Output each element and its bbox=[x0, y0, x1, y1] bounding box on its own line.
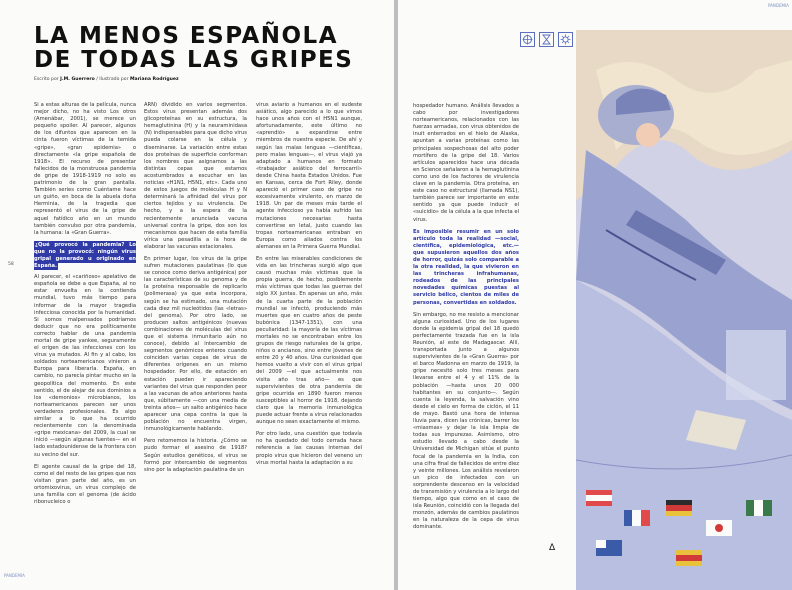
author-name: J.M. Guerrero bbox=[60, 77, 95, 82]
paragraph: hospedador humano. Análisis llevados a cabo por investigadores norteamericanos, relacionados con las fuerzas armadas, con virus obtenidos de inuit enterrados en el hielo de Alaska, apuntan a varias proteínas como las principales sospechosas del alto poder mortífero de la gripe del 18. Varios artículos aparecidos hace una década en Science señalaron a la hemaglutinina como uno de los factores de virulencia clave en la pandemia. Otra proteína, en este caso no estructural (llamada NS1), también parece ser importante en este sentido ya que puede inducir el «suicidio» de la célula a la que infecta el virus. bbox=[413, 103, 519, 223]
byline-prefix: Escrito por bbox=[34, 77, 59, 82]
text-column-3 bbox=[256, 102, 362, 472]
target-icon bbox=[520, 32, 535, 47]
byline-separator: / Ilustrado por bbox=[96, 77, 129, 82]
end-of-article-mark: Δ bbox=[549, 543, 556, 553]
paragraph: virus aviario a humanos en el sudeste asiático, algo parecido a lo que vimos hace unos años con el H5N1 aunque, afortunadamente, este último no «aprendió» a expandirse entre miembros de nuestra especie. De ahí y según las malas lenguas —científicas, pero malas lenguas—, el virus viajó ya adaptado a humanos en formato «trabajador asiático del ferrocarril» desde China hasta Estados Unidos. Fue en Kansas, cerca de Fort Riley, donde apareció el primer caso de gripe no excesivamente virulento, en marzo de 1918. Un par de meses más tarde el agente infeccioso ya había sufrido las mutaciones necesarias hasta convertirse en letal, justo cuando las tropas norteamericanas entraban en Europa como aliados contra los alemanes en la Primera Guerra Mundial. bbox=[256, 102, 362, 250]
paragraph: Si a estas alturas de la película, nunca mejor dicho, no ha visto Los otros (Amenábar, 2001), se merece un pequeño spoiler. Al parecer, algunos de los difuntos que aparecen en la cinta fueron víctimas de la temida «gripe», «gran epidemia» o directamente «la gripe española de 1918». El recurso de presentar fallecidos de la monstruosa pandemia de gripe de 1918-1919 no solo es patrimonio de la gran pantalla. También series como Cuéntame hace un guiño, en boca de la abuela doña Herminia, de la tragedia que representó el virus de la gripe de aquel fatídico año en un mundo también convulso por otra pandemia, la humana: la «Gran Guerra». bbox=[34, 102, 136, 236]
byline bbox=[34, 77, 179, 82]
text-column-1 bbox=[34, 102, 136, 511]
paragraph: Pero retomemos la historia. ¿Cómo se pudo formar el asesino de 1918? Según estudios genéticos, el virus se formó por intercambio de segmentos sino por la adaptación paulatina de un bbox=[144, 438, 247, 473]
page-number-left: 58 bbox=[8, 262, 14, 267]
paragraph: Al parecer, el «cariñoso» apelativo de española se debe a que España, al no estar envuelta en la contienda mundial, tuvo más tiempo para informar de la mayor tragedia infecciosa conocida por la humanidad. Si somos malpensados podríamos deducir que no era políticamente correcto hablar de una pandemia mortal de gripe yankee, seguramente el origen de las infecciones con los virus ya mutados. Al fin y al cabo, los soldados norteamericanos vinieron a Europa para liberarla. España, en cambio, no parecía pintar mucho en la geopolítica del momento. En este sentido, el de alejar de sus dominios a los «demonios» microbianos, los norteamericanos parecen ser unos verdaderos profesionales. Es algo similar a lo que ha ocurrido recientemente con la denominada «gripe mexicana» del 2009, la cual se inició —según algunas fuentes— en el lado estadounidense de la frontera con su vecino del sur. bbox=[34, 274, 136, 458]
illustrator-name: Mariana Rodríguez bbox=[129, 77, 179, 82]
text-column-2 bbox=[144, 102, 247, 479]
paragraph: El agente causal de la gripe del 18, como el del resto de las gripes que nos visitan gran parte del año, es un ortomixovirus, un virus complejo de una familia con el genoma (de ácido ribonucleico o bbox=[34, 463, 136, 506]
paragraph: En primer lugar, los virus de la gripe sufren mutaciones paulatinas (lo que se conoce como deriva antigénica) por las características de su genoma y de la proteína responsable de replicarlo (polimerasa) ya que esta incorpora, según se ha estimado, una mutación cada diez mil nucleótidos (las «letras» del genoma). Por otro lado, se producen saltos antigénicos (nuevas combinaciones de moléculas del virus que el sistema inmunitario aún no conoce), debido al intercambio de segmentos genómicos enteros cuando coinciden varias cepas de virus de diferentes orígenes en un mismo hospedador. Por ello, de estación en estación pueden ir apareciendo variantes del virus que responden peor a las vacunas de años anteriores hasta que, súbitamente —con una media de treinta años— un salto antigénico hace aparecer una cepa contra la que la población no encuentra virgen, inmunológicamente hablando. bbox=[144, 255, 247, 433]
highlight-quote bbox=[34, 242, 136, 270]
paragraph: En entre las miserables condiciones de vida en las trincheras surgió algo que causó muchas más víctimas que la propia guerra, de hecho, posiblemente más víctimas que todas las guerras del siglo XX juntas. En apenas un año, más de la cuarta parte de la población mundial se infectó, produciendo más muertes que en cuatro años de peste bubónica (1347-1351), con una peculiaridad: la mayoría de las víctimas mortales no se encontraban entre los grupos de riesgo naturales de la gripe, niños o ancianos, sino entre jóvenes de entre 20 y 40 años. Una curiosidad que hemos vuelto a vivir con el virus gripal del 2009 —el que actualmente nos visita año tras año— es que supervivientes de otra pandemia de gripe ocurrida en 1890 fueron menos susceptibles al horror de 1918, dejando claro que la memoria inmunológica puede actuar frente a virus relacionados aunque no sean exactamente el mismo. bbox=[256, 255, 362, 426]
paragraph: ARN) dividido en varios segmentos. Estos virus presentan además dos glicoproteínas en su estructura, la hemaglutinina (H) y la neuraminidasa (N) indispensables para que dicho virus pueda colarse en la célula y diseminarse. La variación entre estas dos proteínas de superficie conforman los nombres que asignamos a las distintas cepas que estamos acostumbrados a escuchar en las noticias «H1N1, H5N1, etc». Cada uno de estos juegos de moléculas H y N determinará la afinidad del virus por ciertos tejidos y su virulencia. De hecho, y a la espera de la recientemente anunciada vacuna universal contra la gripe, dos son los mecanismos que hacen de esta familia vírica una pesadilla a la hora de elaborar las vacunas estacionales. bbox=[144, 102, 247, 250]
virus-icon bbox=[558, 32, 573, 47]
hourglass-icon bbox=[539, 32, 554, 47]
left-page bbox=[0, 0, 394, 590]
footer-section-tag-right: PANDEMIA bbox=[768, 3, 789, 8]
section-icons bbox=[520, 32, 573, 47]
text-column-4 bbox=[413, 103, 519, 537]
article-title: LA MENOS ESPAÑOLA DE TODAS LAS GRIPES bbox=[34, 23, 354, 73]
highlight-text: ¿Qué provocó la pandemia? Lo que no la provocó: ningún virus gripal generado u originado en España. bbox=[34, 241, 136, 270]
paragraph: Sin embargo, no me resisto a mencionar alguna curiosidad. Uno de los lugares donde la epidemia gripal del 18 quedó perfectamente trazada fue en la isla Reunión, al este de Madagascar. Allí, transportada junto a algunos supervivientes de la «Gran Guerra» por el barco Madonna en marzo de 1919, la gripe necesitó solo tres meses para llevarse entre el 4 y el 11% de la población —hasta unos 20 000 habitantes en su conjunto—. Según cuenta la leyenda, la salvación vino desde el cielo en forma de ciclón, el 11 de mayo. Bastó una hora de intensa lluvia para, dicen las crónicas, barrer los «miasmas» y dejar la isla limpia de todas sus impurezas. Asimismo, otro estudio llevado a cabo desde la Universidad de Michigan sitúe el punto focal de la pandemia en la India, con una cifra final de fallecidos de entre diez y veinte millones. Los análisis revelaron un pico de infectados con un sorprendente descenso en la velocidad de transmisión y virulencia a lo largo del tiempo, algo que como en el caso de isla Reunión, coincidió con la llegada del monzón, además de cambios paulatinos en la naturaleza de la cepa de virus dominante. bbox=[413, 311, 519, 531]
footer-section-tag: PANDEMIA bbox=[4, 573, 25, 578]
paragraph: Es imposible resumir en un solo artículo toda la realidad —social, científica, epidemiológica, etc.— que supusieron aquellos dos años de horror, quizás solo comparable a la otra realidad, la que vivieron en las trincheras infrahumanas, rodeados de las principales novedades químicas puestas al servicio bélico, cientos de miles de personas, convertidas en soldados. bbox=[413, 228, 519, 306]
paragraph: Por otro lado, una cuestión que todavía no ha quedado del todo cerrada hace referencia a las causas internas del propio virus que hicieron del veneno un virus mortal hasta la adaptación a su bbox=[256, 431, 362, 466]
soldier-illustration bbox=[576, 30, 792, 590]
